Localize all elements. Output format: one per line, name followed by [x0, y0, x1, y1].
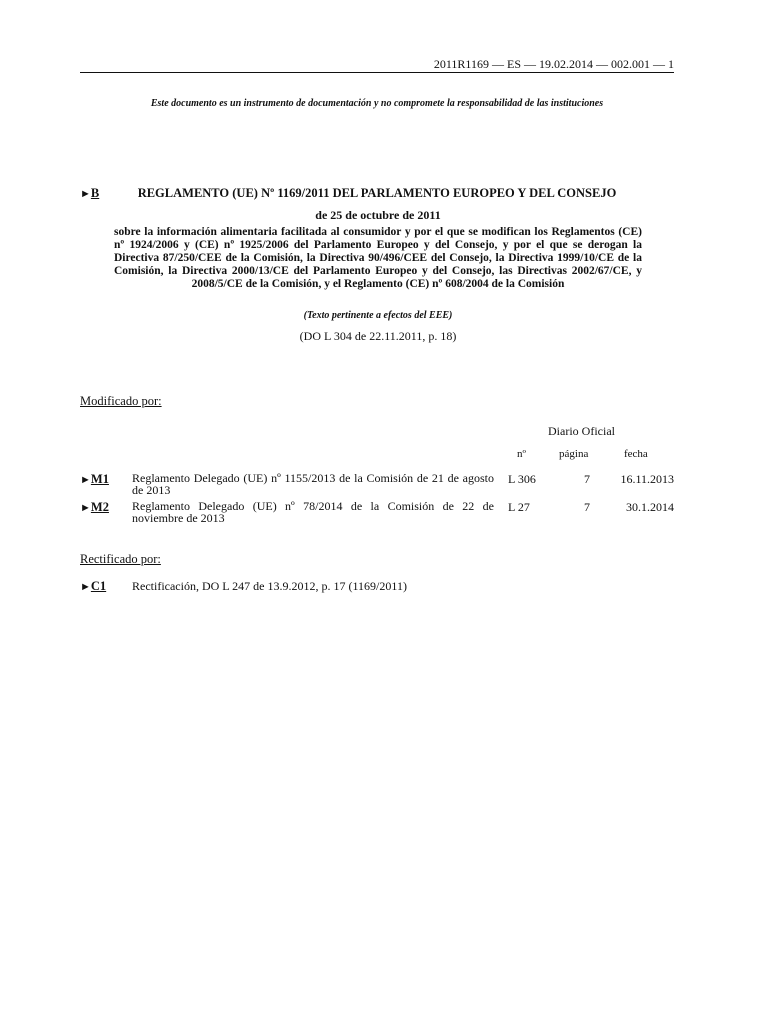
amendment-marker-m2[interactable]	[80, 500, 109, 515]
correction-marker-c1[interactable]	[80, 579, 106, 594]
journal-heading: Diario Oficial	[548, 424, 615, 438]
document-reference: 2011R1169 — ES — 19.02.2014 — 002.001 — 1	[433, 57, 674, 71]
base-act-marker[interactable]	[80, 186, 99, 201]
arrow-marker-icon: ►	[80, 188, 91, 200]
correction-description: Rectificación, DO L 247 de 13.9.2012, p. 17 (1169/2011)	[132, 579, 407, 593]
arrow-marker-icon: ►	[80, 502, 91, 514]
amendment-journal-number: L 306	[508, 472, 536, 486]
amendment-journal-number: L 27	[508, 500, 530, 514]
header-rule	[80, 72, 674, 73]
regulation-date: de 25 de octubre de 2011	[315, 208, 441, 222]
column-header-page: página	[559, 448, 589, 460]
amendment-description: Reglamento Delegado (UE) nº 78/2014 de la Comisión de 22 de noviembre de 2013	[132, 499, 494, 525]
amendment-code[interactable]: M2	[90, 500, 109, 514]
amendment-marker-m1[interactable]	[80, 472, 109, 487]
amendment-journal-date: 16.11.2013	[620, 472, 674, 486]
amendment-journal-date: 30.1.2014	[626, 500, 674, 514]
amendment-journal-page: 7	[584, 500, 590, 514]
amendment-code[interactable]: M1	[90, 472, 109, 486]
arrow-marker-icon: ►	[80, 581, 91, 593]
eee-note: (Texto pertinente a efectos del EEE)	[303, 310, 453, 321]
amended-by-label: Modificado por:	[80, 394, 162, 408]
corrected-by-label: Rectificado por:	[80, 552, 161, 566]
arrow-marker-icon: ►	[80, 474, 91, 486]
amendment-journal-page: 7	[584, 472, 590, 486]
regulation-subject: sobre la información alimentaria facilitada al consumidor y por el que se modifican los Reglamentos (CE) nº 1924/2006 y (CE) nº 1925/2006 del Parlamento Europeo y del Consejo, y por el que se derogan la Directiva 87/250/CEE de la Comisión, la Directiva 90/496/CEE del Consejo, la Directiva 1999/10/CE de la Comisión, la Directiva 2000/13/CE del Parlamento Europeo y del Consejo, las Directivas 2002/67/CE, y 2008/5/CE de la Comisión, y el Reglamento (CE) nº 608/2004 de la Comisión	[114, 226, 642, 290]
official-journal-reference: (DO L 304 de 22.11.2011, p. 18)	[299, 329, 457, 343]
regulation-title: REGLAMENTO (UE) Nº 1169/2011 DEL PARLAMENTO EUROPEO Y DEL CONSEJO	[137, 186, 617, 200]
base-act-code[interactable]: B	[90, 186, 100, 200]
disclaimer: Este documento es un instrumento de documentación y no compromete la responsabilidad de las instituciones	[150, 98, 604, 109]
column-header-number: nº	[517, 448, 526, 460]
column-header-date: fecha	[624, 448, 648, 460]
correction-code[interactable]: C1	[90, 579, 107, 593]
amendment-description: Reglamento Delegado (UE) nº 1155/2013 de la Comisión de 21 de agosto de 2013	[132, 471, 494, 497]
